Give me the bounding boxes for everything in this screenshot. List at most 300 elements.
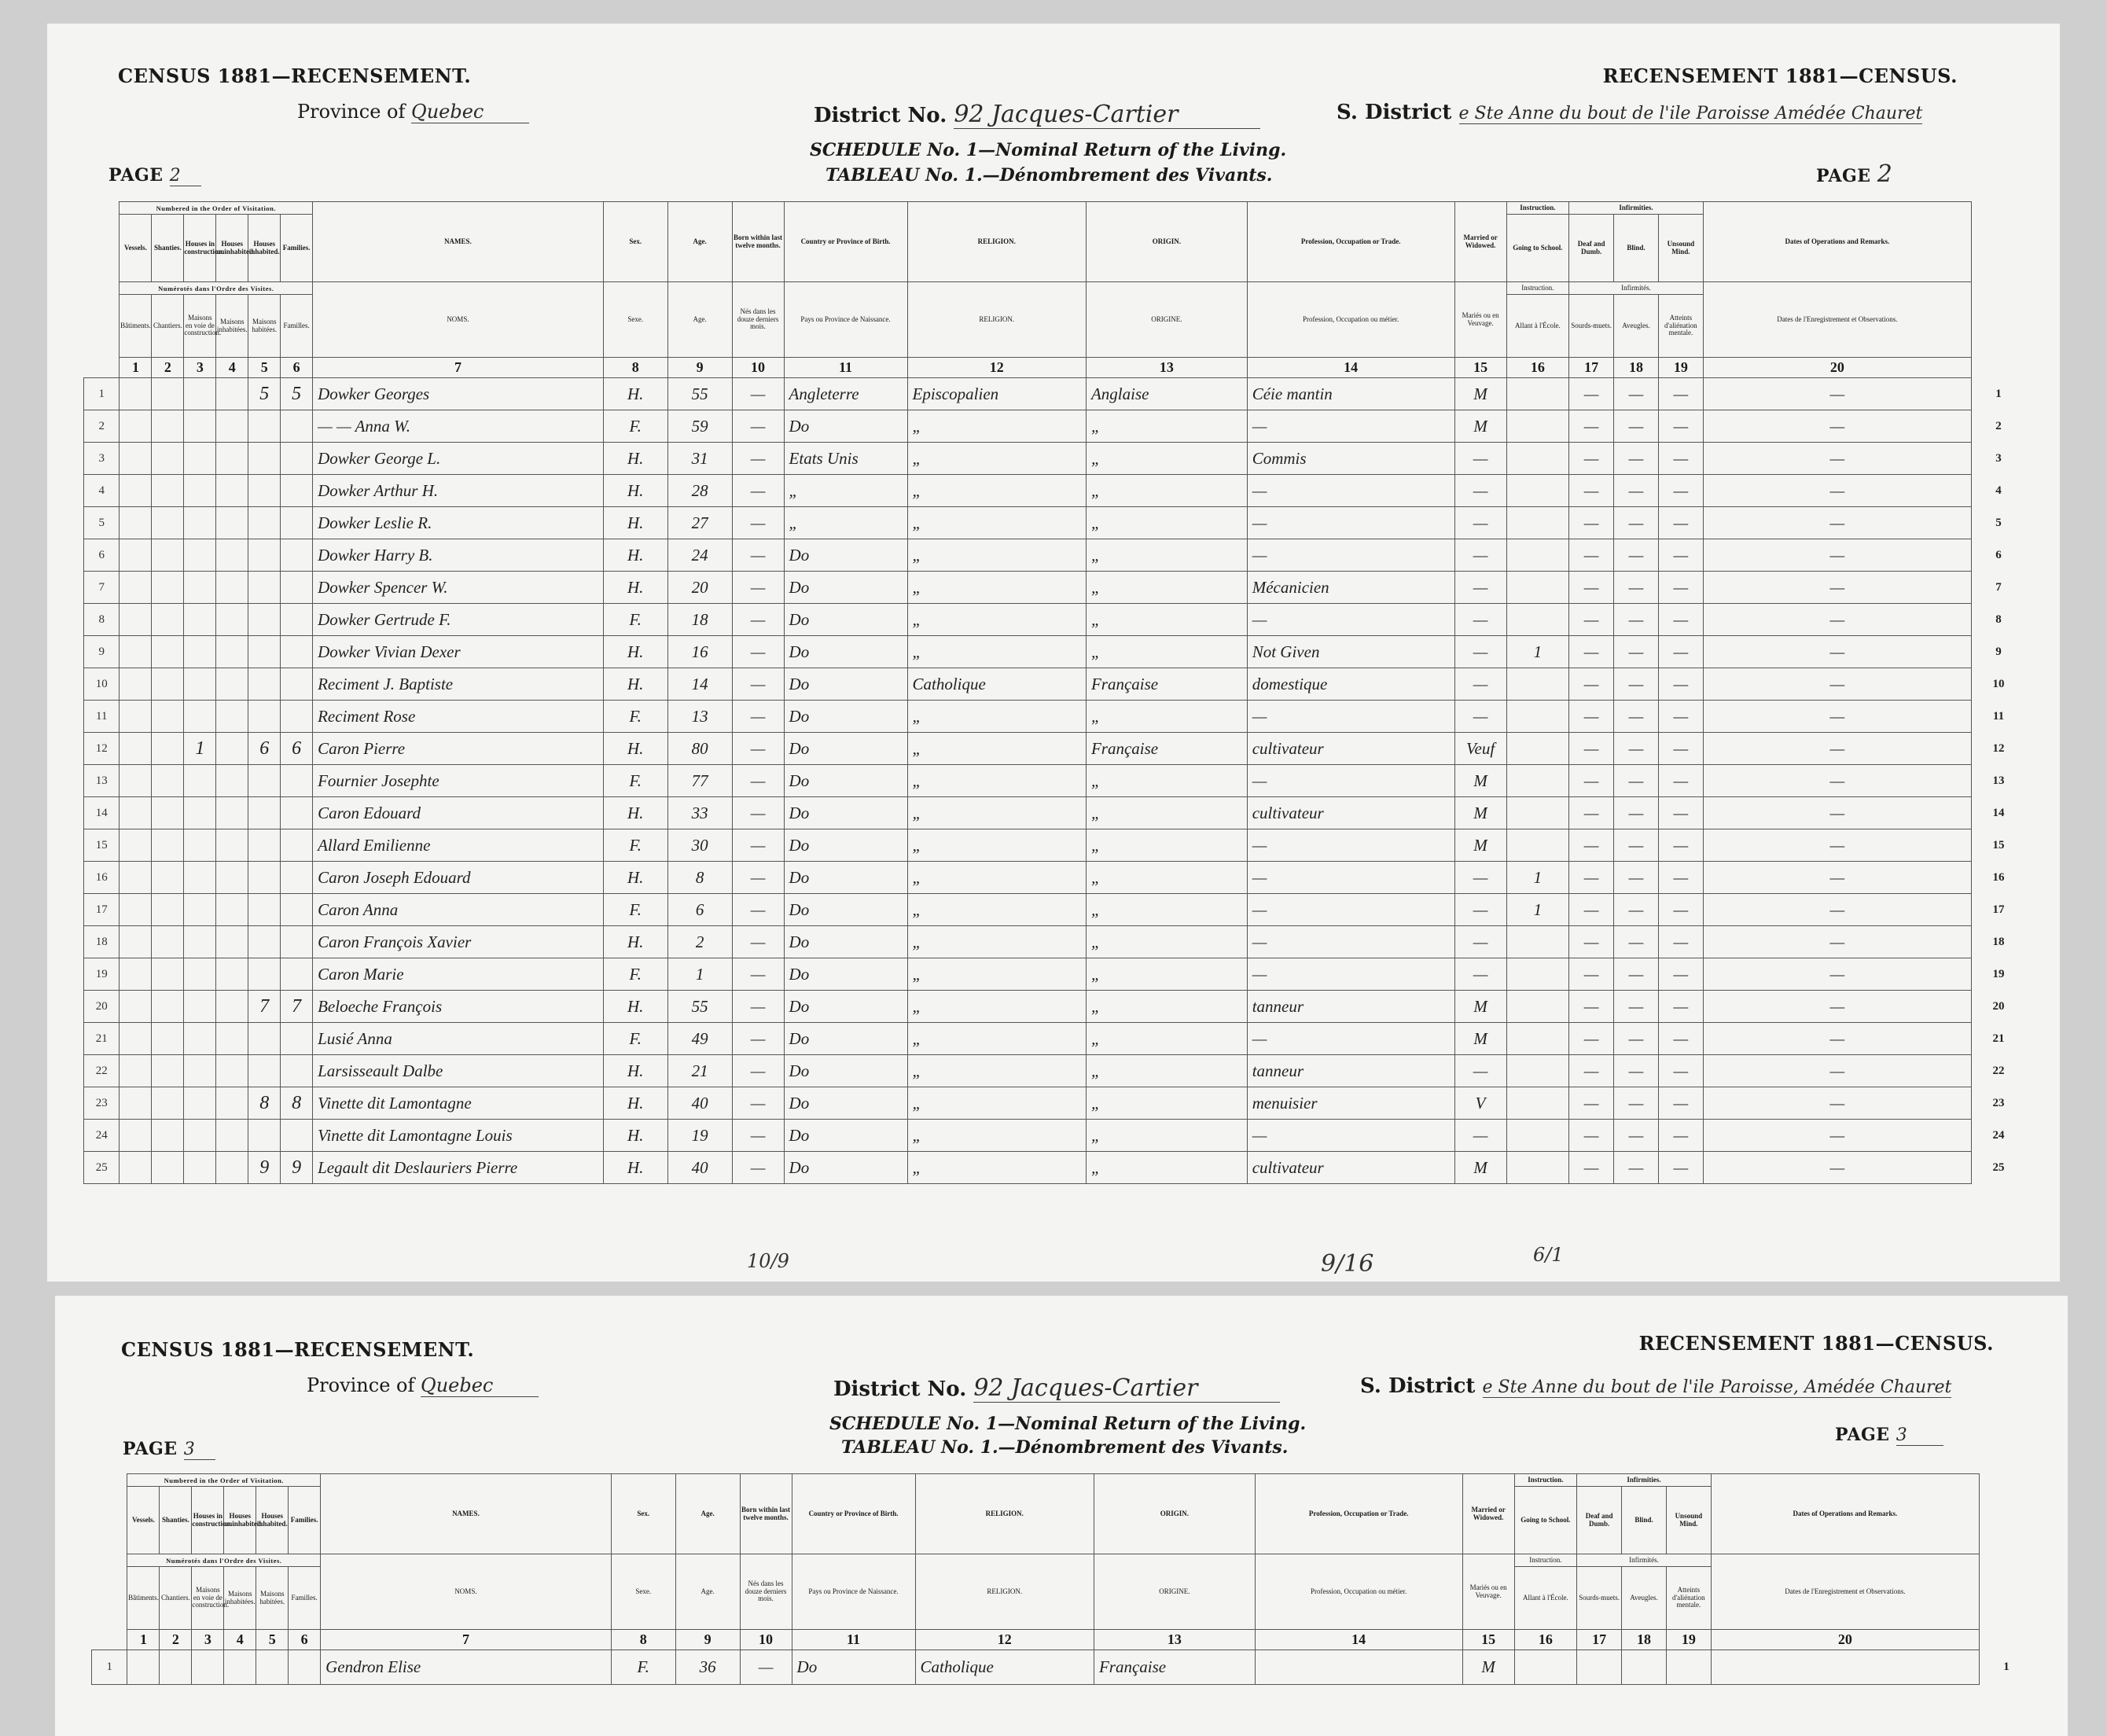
houses-uninh-cell <box>216 378 248 410</box>
row-number: 23 <box>84 1087 120 1120</box>
deaf-cell: — <box>1569 507 1614 539</box>
deaf-cell: — <box>1569 475 1614 507</box>
row-number: 4 <box>84 475 120 507</box>
families-cell: 5 <box>281 378 313 410</box>
row-number-right: 8 <box>1995 612 2002 626</box>
houses-inh-cell <box>248 829 281 862</box>
blind-cell: — <box>1614 443 1659 475</box>
shanties-cell <box>152 1152 184 1184</box>
religion-cell: „ <box>907 797 1086 829</box>
page-value: 3 <box>1896 1425 1943 1446</box>
country-cell: Do <box>784 862 907 894</box>
col-allant-header: Allant à l'École. <box>1506 295 1569 358</box>
remarks-cell: — <box>1703 765 1971 797</box>
houses-constr-cell <box>184 862 216 894</box>
row-number: 6 <box>84 539 120 572</box>
col-going-school-header: Going to School. <box>1514 1487 1577 1554</box>
deaf-cell: — <box>1569 1023 1614 1055</box>
name-cell: Caron Anna <box>313 894 604 926</box>
born-cell: — <box>732 1152 784 1184</box>
census-title-left: CENSUS 1881—RECENSEMENT. <box>121 1338 475 1361</box>
row-number: 16 <box>84 862 120 894</box>
born-cell: — <box>732 797 784 829</box>
deaf-cell: — <box>1569 958 1614 991</box>
profession-cell: Not Given <box>1247 636 1454 668</box>
vessels-cell <box>120 378 152 410</box>
families-cell: 9 <box>281 1152 313 1184</box>
tally-mark: 6/1 <box>1533 1244 1564 1266</box>
country-cell: Do <box>784 1023 907 1055</box>
married-cell: Veuf <box>1454 733 1506 765</box>
col-houses-uninh-header: Houses uninhabited. <box>224 1487 256 1554</box>
table-row <box>84 604 2026 636</box>
age-cell: 21 <box>667 1055 732 1087</box>
houses-uninh-cell <box>216 572 248 604</box>
houses-inh-cell <box>248 701 281 733</box>
shanties-cell <box>152 1120 184 1152</box>
vessels-cell <box>120 958 152 991</box>
shanties-cell <box>152 636 184 668</box>
origin-cell: Anglaise <box>1086 378 1247 410</box>
houses-uninh-cell <box>216 475 248 507</box>
houses-inh-cell <box>248 1120 281 1152</box>
profession-cell: tanneur <box>1247 1055 1454 1087</box>
married-cell: — <box>1454 862 1506 894</box>
table-row <box>84 991 2026 1023</box>
table-row <box>84 701 2026 733</box>
age-cell: 14 <box>667 668 732 701</box>
group-header-fr: Numérotés dans l'Ordre des Visites. <box>127 1554 321 1567</box>
col-born-header: Born within last twelve months. <box>740 1474 792 1554</box>
name-cell: Dowker Spencer W. <box>313 572 604 604</box>
country-cell: Do <box>784 572 907 604</box>
deaf-cell: — <box>1569 539 1614 572</box>
page-number-left <box>108 165 201 186</box>
col-infirmites-header: Infirmités. <box>1569 282 1704 295</box>
houses-inh-cell <box>248 1055 281 1087</box>
married-cell: M <box>1454 378 1506 410</box>
shanties-cell <box>160 1650 192 1685</box>
province-line <box>297 101 529 123</box>
name-cell: Caron François Xavier <box>313 926 604 958</box>
row-number-right: 7 <box>1995 580 2002 594</box>
name-cell: Beloeche François <box>313 991 604 1023</box>
families-cell <box>281 829 313 862</box>
col-sourds-header: Sourds-muets. <box>1577 1567 1622 1630</box>
table-row <box>84 926 2026 958</box>
name-cell: — — Anna W. <box>313 410 604 443</box>
deaf-cell: — <box>1569 1120 1614 1152</box>
census-table <box>91 1473 2033 1685</box>
shanties-cell <box>152 1023 184 1055</box>
born-cell: — <box>732 443 784 475</box>
page-label: PAGE <box>1835 1425 1890 1445</box>
deaf-cell <box>1577 1650 1622 1685</box>
sex-cell: H. <box>603 862 667 894</box>
age-cell: 2 <box>667 926 732 958</box>
col-noms-header: NOMS. <box>321 1554 612 1630</box>
column-number: 6 <box>289 1630 321 1650</box>
origin-cell: „ <box>1086 765 1247 797</box>
school-cell <box>1506 829 1569 862</box>
religion-cell: „ <box>907 894 1086 926</box>
houses-uninh-cell <box>216 765 248 797</box>
name-cell: Allard Emilienne <box>313 829 604 862</box>
houses-constr-cell <box>184 797 216 829</box>
age-cell: 18 <box>667 604 732 636</box>
deaf-cell: — <box>1569 991 1614 1023</box>
table-row <box>84 958 2026 991</box>
row-number-right: 10 <box>1992 677 2005 690</box>
families-cell <box>281 797 313 829</box>
row-number: 7 <box>84 572 120 604</box>
age-cell: 6 <box>667 894 732 926</box>
born-cell: — <box>732 926 784 958</box>
families-cell <box>281 507 313 539</box>
unsound-cell: — <box>1658 829 1703 862</box>
unsound-cell: — <box>1658 1023 1703 1055</box>
married-cell: — <box>1454 604 1506 636</box>
houses-inh-cell <box>248 765 281 797</box>
col-aveugles-header: Aveugles. <box>1614 295 1659 358</box>
blind-cell: — <box>1614 572 1659 604</box>
row-number-right: 1 <box>1995 387 2002 400</box>
row-number: 10 <box>84 668 120 701</box>
vessels-cell <box>120 733 152 765</box>
column-number: 8 <box>611 1630 675 1650</box>
blind-cell: — <box>1614 926 1659 958</box>
blind-cell: — <box>1614 862 1659 894</box>
origin-cell: „ <box>1086 1152 1247 1184</box>
born-cell: — <box>740 1650 792 1685</box>
column-number: 16 <box>1514 1630 1577 1650</box>
profession-cell: Commis <box>1247 443 1454 475</box>
row-number-right: 17 <box>1992 903 2005 916</box>
school-cell <box>1506 572 1569 604</box>
remarks-cell: — <box>1703 572 1971 604</box>
col-instruction-header: Instruction. <box>1506 202 1569 215</box>
unsound-cell: — <box>1658 668 1703 701</box>
shanties-cell <box>152 668 184 701</box>
blind-cell: — <box>1614 507 1659 539</box>
houses-uninh-cell <box>216 539 248 572</box>
shanties-cell <box>152 475 184 507</box>
families-cell: 6 <box>281 733 313 765</box>
vessels-cell <box>120 475 152 507</box>
column-number: 9 <box>675 1630 740 1650</box>
houses-inh-cell <box>248 443 281 475</box>
unsound-cell: — <box>1658 733 1703 765</box>
profession-cell: — <box>1247 894 1454 926</box>
unsound-cell: — <box>1658 797 1703 829</box>
remarks-cell: — <box>1703 991 1971 1023</box>
remarks-cell: — <box>1703 443 1971 475</box>
shanties-cell <box>152 701 184 733</box>
col-deaf-header: Deaf and Dumb. <box>1577 1487 1622 1554</box>
unsound-cell: — <box>1658 604 1703 636</box>
row-number-right: 19 <box>1992 967 2005 980</box>
row-number: 19 <box>84 958 120 991</box>
origin-cell: „ <box>1086 1087 1247 1120</box>
country-cell: Do <box>784 1120 907 1152</box>
vessels-cell <box>120 572 152 604</box>
houses-inh-cell <box>248 507 281 539</box>
col-chantiers-header: Chantiers. <box>152 295 184 358</box>
age-cell: 59 <box>667 410 732 443</box>
census-rows <box>92 1650 2034 1685</box>
shanties-cell <box>152 797 184 829</box>
profession-cell: — <box>1247 410 1454 443</box>
schedule-title-en: SCHEDULE No. 1—Nominal Return of the Living. <box>810 140 1287 160</box>
shanties-cell <box>152 539 184 572</box>
houses-inh-cell <box>248 636 281 668</box>
houses-constr-cell <box>192 1650 224 1685</box>
country-cell: Do <box>784 958 907 991</box>
houses-inh-cell: 5 <box>248 378 281 410</box>
deaf-cell: — <box>1569 443 1614 475</box>
families-cell <box>281 1023 313 1055</box>
origin-cell: Française <box>1094 1650 1255 1685</box>
profession-cell: — <box>1247 1023 1454 1055</box>
married-cell: — <box>1454 636 1506 668</box>
vessels-cell <box>120 507 152 539</box>
houses-inh-cell <box>248 539 281 572</box>
census-rows <box>84 378 2026 1184</box>
religion-cell: „ <box>907 507 1086 539</box>
column-number: 5 <box>248 358 281 378</box>
table-row <box>84 862 2026 894</box>
name-cell: Dowker Gertrude F. <box>313 604 604 636</box>
row-number: 20 <box>84 991 120 1023</box>
col-religion-header: RELIGION. <box>915 1474 1094 1554</box>
blind-cell: — <box>1614 765 1659 797</box>
col-names-header: NAMES. <box>313 202 604 282</box>
schedule-title-fr: TABLEAU No. 1.—Dénombrement des Vivants. <box>841 1437 1289 1458</box>
age-cell: 20 <box>667 572 732 604</box>
table-row <box>84 829 2026 862</box>
col-vessels-header: Vessels. <box>120 215 152 282</box>
vessels-cell <box>120 443 152 475</box>
district-label: District No. <box>814 104 947 127</box>
remarks-cell: — <box>1703 733 1971 765</box>
born-cell: — <box>732 475 784 507</box>
sex-cell: H. <box>603 926 667 958</box>
row-number: 21 <box>84 1023 120 1055</box>
vessels-cell <box>120 1152 152 1184</box>
school-cell <box>1506 668 1569 701</box>
col-unsound-header: Unsound Mind. <box>1666 1487 1711 1554</box>
sex-cell: F. <box>603 958 667 991</box>
married-cell: M <box>1454 829 1506 862</box>
name-cell: Lusié Anna <box>313 1023 604 1055</box>
col-alienation-header: Atteints d'aliénation mentale. <box>1666 1567 1711 1630</box>
age-cell: 1 <box>667 958 732 991</box>
col-remarques-header: Dates de l'Enregistrement et Observations. <box>1711 1554 1979 1630</box>
married-cell: M <box>1462 1650 1514 1685</box>
column-number: 10 <box>740 1630 792 1650</box>
houses-constr-cell <box>184 1023 216 1055</box>
houses-uninh-cell <box>216 604 248 636</box>
sex-cell: H. <box>603 1055 667 1087</box>
sex-cell: H. <box>603 733 667 765</box>
shanties-cell <box>152 410 184 443</box>
name-cell: Caron Pierre <box>313 733 604 765</box>
age-cell: 31 <box>667 443 732 475</box>
shanties-cell <box>152 733 184 765</box>
row-number: 25 <box>84 1152 120 1184</box>
unsound-cell: — <box>1658 765 1703 797</box>
school-cell <box>1506 410 1569 443</box>
houses-constr-cell <box>184 378 216 410</box>
school-cell <box>1506 507 1569 539</box>
col-maisons-constr-header: Maisons en voie de construction. <box>184 295 216 358</box>
religion-cell: „ <box>907 475 1086 507</box>
origin-cell: „ <box>1086 701 1247 733</box>
born-cell: — <box>732 701 784 733</box>
column-number: 11 <box>792 1630 915 1650</box>
school-cell <box>1506 1055 1569 1087</box>
profession-cell: — <box>1247 507 1454 539</box>
deaf-cell: — <box>1569 862 1614 894</box>
blind-cell: — <box>1614 701 1659 733</box>
col-age-header: Age. <box>667 202 732 282</box>
country-cell: Do <box>784 765 907 797</box>
sex-cell: H. <box>603 1152 667 1184</box>
remarks-cell: — <box>1703 668 1971 701</box>
sex-cell: H. <box>603 443 667 475</box>
school-cell <box>1506 475 1569 507</box>
school-cell <box>1506 539 1569 572</box>
shanties-cell <box>152 862 184 894</box>
col-profession-fr-header: Profession, Occupation ou métier. <box>1247 282 1454 358</box>
col-alienation-header: Atteints d'aliénation mentale. <box>1658 295 1703 358</box>
born-cell: — <box>732 862 784 894</box>
row-number: 2 <box>84 410 120 443</box>
vessels-cell <box>120 1055 152 1087</box>
houses-constr-cell <box>184 636 216 668</box>
school-cell <box>1506 991 1569 1023</box>
origin-cell: „ <box>1086 443 1247 475</box>
age-cell: 55 <box>667 991 732 1023</box>
unsound-cell: — <box>1658 926 1703 958</box>
houses-uninh-cell <box>224 1650 256 1685</box>
province-value: Quebec <box>411 101 529 123</box>
col-profession-fr-header: Profession, Occupation ou métier. <box>1255 1554 1462 1630</box>
remarks-cell: — <box>1703 475 1971 507</box>
census-table <box>83 201 2025 1184</box>
col-married-header: Married or Widowed. <box>1462 1474 1514 1554</box>
houses-uninh-cell <box>216 636 248 668</box>
born-cell: — <box>732 1055 784 1087</box>
sex-cell: F. <box>603 1023 667 1055</box>
country-cell: Do <box>792 1650 915 1685</box>
blind-cell: — <box>1614 1152 1659 1184</box>
row-number: 22 <box>84 1055 120 1087</box>
sex-cell: F. <box>603 604 667 636</box>
name-cell: Dowker Harry B. <box>313 539 604 572</box>
shanties-cell <box>152 958 184 991</box>
row-number: 12 <box>84 733 120 765</box>
married-cell: — <box>1454 475 1506 507</box>
name-cell: Dowker George L. <box>313 443 604 475</box>
deaf-cell: — <box>1569 701 1614 733</box>
vessels-cell <box>120 894 152 926</box>
unsound-cell: — <box>1658 991 1703 1023</box>
blind-cell: — <box>1614 604 1659 636</box>
name-cell: Reciment J. Baptiste <box>313 668 604 701</box>
shanties-cell <box>152 991 184 1023</box>
deaf-cell: — <box>1569 572 1614 604</box>
blind-cell: — <box>1614 539 1659 572</box>
name-cell: Dowker Georges <box>313 378 604 410</box>
table-row <box>84 1023 2026 1055</box>
religion-cell: „ <box>907 539 1086 572</box>
profession-cell: — <box>1247 604 1454 636</box>
married-cell: — <box>1454 701 1506 733</box>
column-number: 4 <box>224 1630 256 1650</box>
blind-cell: — <box>1614 958 1659 991</box>
col-country-header: Country or Province of Birth. <box>784 202 907 282</box>
name-cell: Fournier Josephte <box>313 765 604 797</box>
vessels-cell <box>127 1650 160 1685</box>
age-cell: 27 <box>667 507 732 539</box>
remarks-cell: — <box>1703 410 1971 443</box>
shanties-cell <box>152 1087 184 1120</box>
col-married-header: Married or Widowed. <box>1454 202 1506 282</box>
shanties-cell <box>152 829 184 862</box>
religion-cell: „ <box>907 701 1086 733</box>
shanties-cell <box>152 926 184 958</box>
religion-cell: „ <box>907 1152 1086 1184</box>
table-row <box>84 443 2026 475</box>
school-cell <box>1506 701 1569 733</box>
sex-cell: F. <box>603 894 667 926</box>
vessels-cell <box>120 1023 152 1055</box>
country-cell: „ <box>784 507 907 539</box>
deaf-cell: — <box>1569 797 1614 829</box>
origin-cell: „ <box>1086 1055 1247 1087</box>
row-number-right: 21 <box>1992 1032 2005 1045</box>
name-cell: Reciment Rose <box>313 701 604 733</box>
houses-uninh-cell <box>216 1152 248 1184</box>
houses-uninh-cell <box>216 507 248 539</box>
age-cell: 55 <box>667 378 732 410</box>
col-religion-fr-header: RELIGION. <box>907 282 1086 358</box>
houses-constr-cell <box>184 1152 216 1184</box>
remarks-cell: — <box>1703 1023 1971 1055</box>
page-value: 3 <box>184 1440 215 1460</box>
houses-inh-cell: 8 <box>248 1087 281 1120</box>
deaf-cell: — <box>1569 894 1614 926</box>
houses-constr-cell <box>184 765 216 797</box>
table-row <box>84 410 2026 443</box>
age-cell: 30 <box>667 829 732 862</box>
houses-constr-cell <box>184 1087 216 1120</box>
houses-inh-cell: 7 <box>248 991 281 1023</box>
sex-cell: H. <box>603 668 667 701</box>
table-row <box>84 539 2026 572</box>
deaf-cell: — <box>1569 636 1614 668</box>
col-religion-header: RELIGION. <box>907 202 1086 282</box>
country-cell: Do <box>784 797 907 829</box>
page-number-left <box>123 1439 215 1460</box>
table-row <box>84 636 2026 668</box>
born-cell: — <box>732 991 784 1023</box>
school-cell: 1 <box>1506 894 1569 926</box>
origin-cell: Française <box>1086 668 1247 701</box>
unsound-cell: — <box>1658 894 1703 926</box>
school-cell <box>1506 443 1569 475</box>
